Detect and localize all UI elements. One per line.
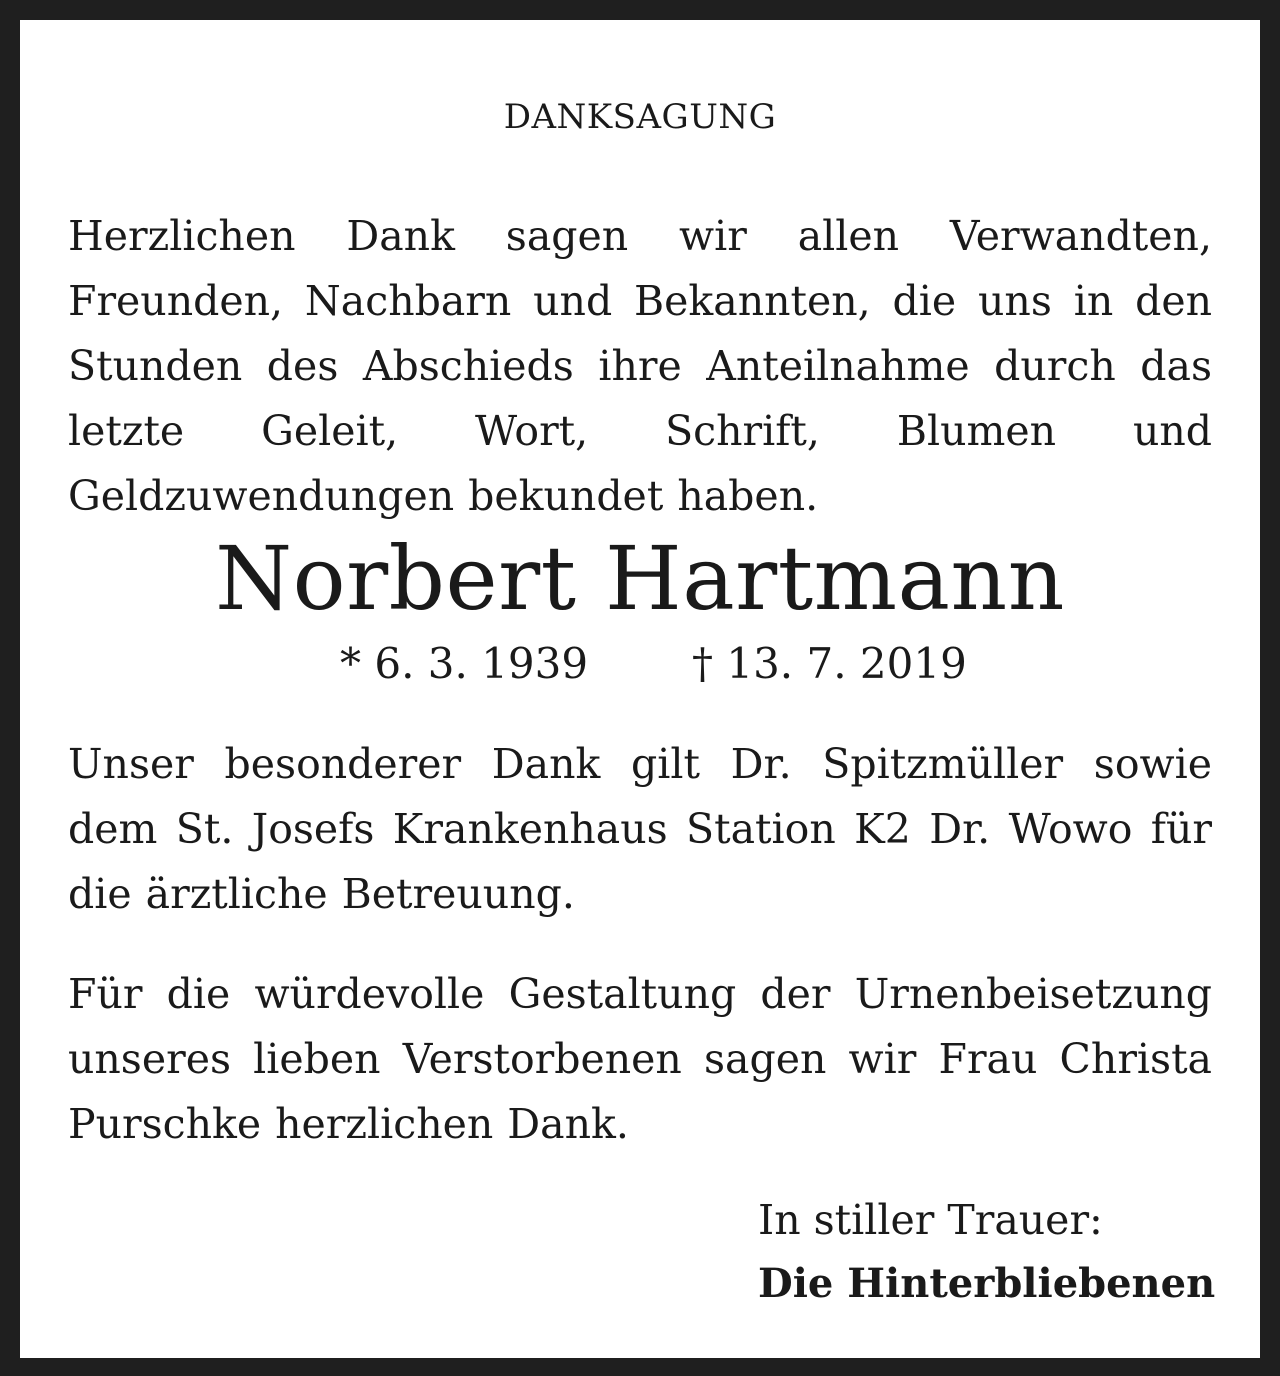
life-dates — [68, 632, 1212, 696]
deceased-name: Norbert Hartmann — [215, 527, 1065, 630]
death-date: † 13. 7. 2019 — [692, 639, 967, 688]
signature-name: Die Hinterbliebenen — [758, 1260, 1216, 1307]
notice-heading: DANKSAGUNG — [503, 97, 777, 137]
doctors-paragraph: Unser besonderer Dank gilt Dr. Spitzmüller sowie dem St. Josefs Krankenhaus Station K2 Dr. Wowo für die ärztliche Betreuung. — [68, 740, 1212, 918]
signature-block — [758, 1188, 1218, 1316]
thanks-paragraph: Herzlichen Dank sagen wir allen Verwandten, Freunden, Nachbarn und Bekannten, die uns in den Stunden des Abschieds ihre Anteilnahme durch das letzte Geleit, Wort, Schrift, Blumen und Geldzuwendungen bekundet haben. — [68, 212, 1212, 520]
birth-date: * 6. 3. 1939 — [340, 639, 589, 688]
signature-intro: In stiller Trauer: — [758, 1196, 1103, 1244]
urn-paragraph: Für die würdevolle Gestaltung der Urnenbeisetzung unseres lieben Verstorbenen sagen wir Frau Christa Purschke herzlichen Dank. — [68, 970, 1212, 1148]
